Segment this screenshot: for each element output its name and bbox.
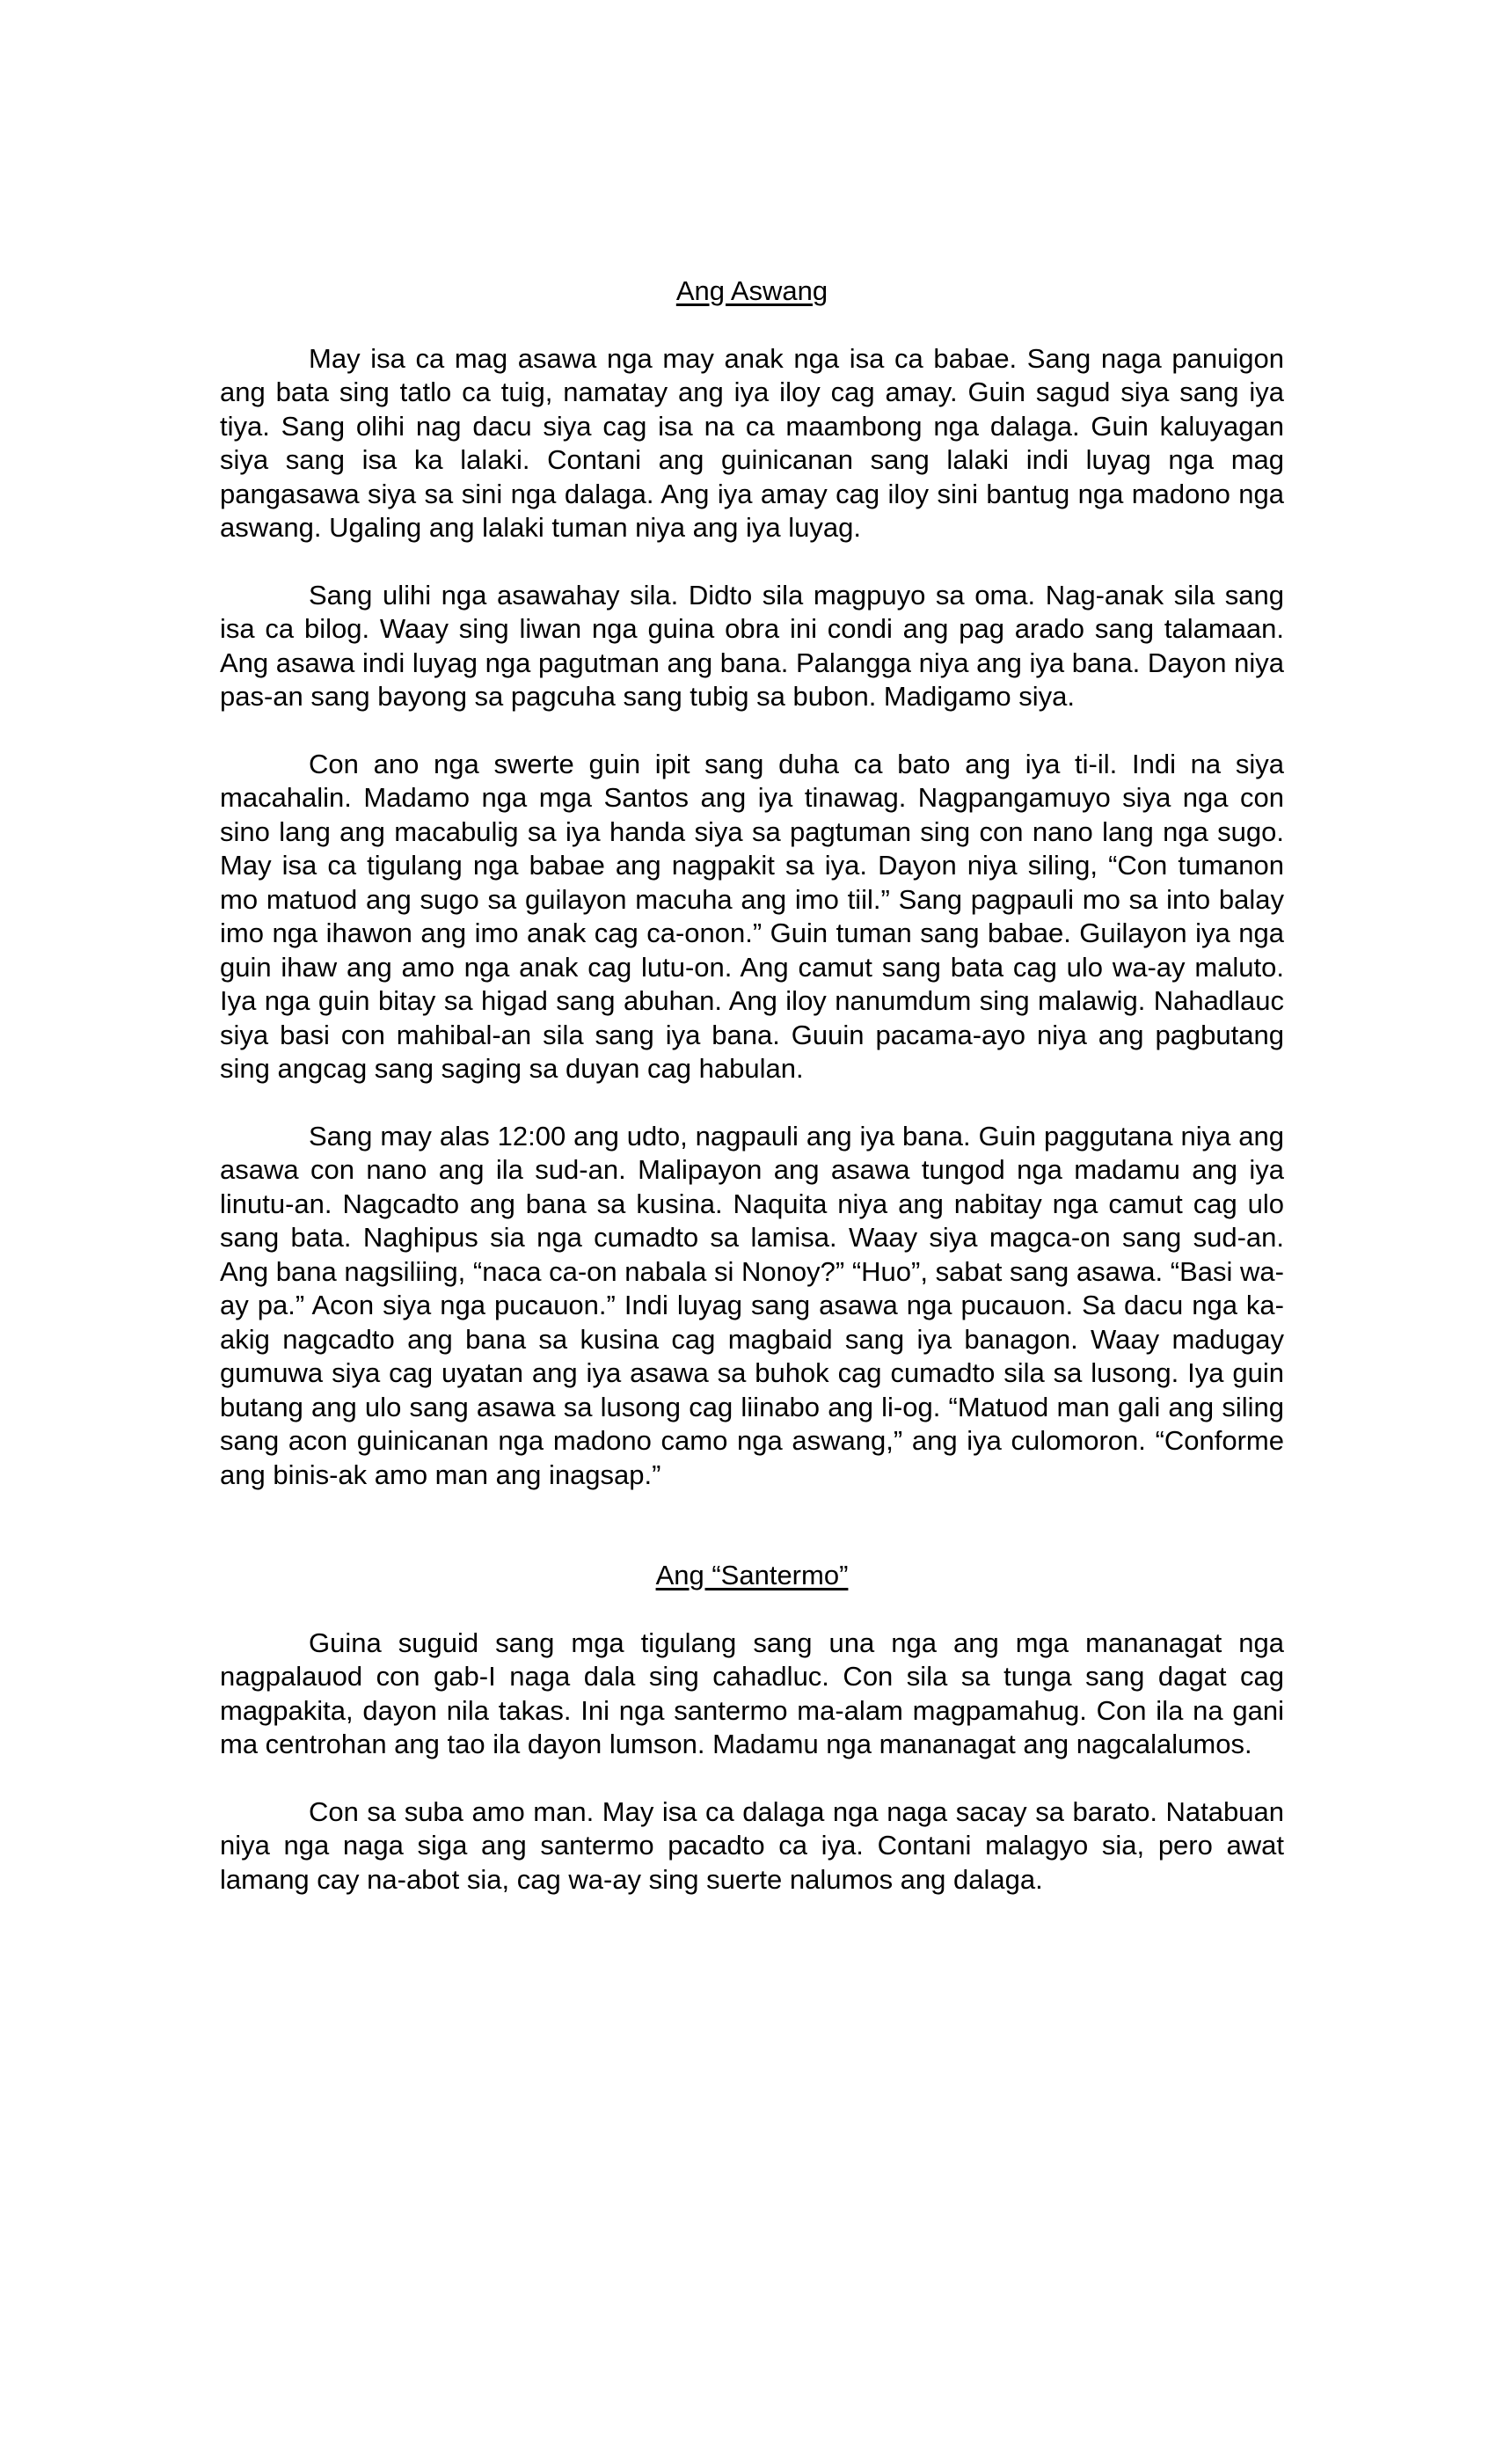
story-paragraph: Guina suguid sang mga tigulang sang una nga ang mga mananagat nga nagpalauod con gab-I naga dala sing cahadluc. Con sila sa tunga sang dagat cag magpakita, dayon nila takas. Ini nga santermo ma-alam magpamahug. Con ila na gani ma centrohan ang tao ila dayon lumson. Madamu nga mananagat ang nagcalalumos. <box>220 1627 1284 1759</box>
story-paragraph: Con sa suba amo man. May isa ca dalaga nga naga sacay sa barato. Natabuan niya nga naga siga ang santermo pacadto ca iya. Contani malagyo sia, pero awat lamang cay na-abot sia, cag wa-ay sing suerte nalumos ang dalaga. <box>220 1795 1284 1895</box>
story-paragraph: Sang may alas 12:00 ang udto, nagpauli ang iya bana. Guin paggutana niya ang asawa con nano ang ila sud-an. Malipayon ang asawa tungod nga madamu ang iya linutu-an. Nagcadto ang bana sa kusina. Naquita niya ang nabitay nga camut cag ulo sang bata. Naghipus sia nga cumadto sa lamisa. Waay siya magca-on sang sud-an. Ang bana nagsiliing, “naca ca-on nabala si Nonoy?” “Huo”, sabat sang asawa. “Basi wa-ay pa.” Acon siya nga pucauon.” Indi luyag sang asawa nga pucauon. Sa dacu nga ka-akig nagcadto ang bana sa kusina cag magbaid sang iya banagon. Waay madugay gumuwa siya cag uyatan ang iya asawa sa buhok cag cumadto sila sa lusong. Iya guin butang ang ulo sang asawa sa lusong cag liinabo ang li-og. “Matuod man gali ang siling sang acon guinicanan nga madono camo nga aswang,” ang iya culomoron. “Conforme ang binis-ak amo man ang inagsap.” <box>220 1120 1284 1490</box>
section-spacer <box>220 1525 1284 1559</box>
story-paragraph: Con ano nga swerte guin ipit sang duha ca bato ang iya ti-il. Indi na siya macahalin. Madamo nga mga Santos ang iya tinawag. Nagpangamuyo siya nga con sino lang ang macabulig sa iya handa siya sa pagtuman sing con nano lang nga sugo. May isa ca tigulang nga babae ang nagpakit sa iya. Dayon niya siling, “Con tumanon mo matuod ang sugo sa guilayon macuha ang imo tiil.” Sang pagpauli mo sa into balay imo nga ihawon ang imo anak cag ca-onon.” Guin tuman sang babae. Guilayon iya nga guin ihaw ang amo nga anak cag lutu-on. Ang camut sang bata cag ulo wa-ay maluto. Iya nga guin bitay sa higad sang abuhan. Ang iloy nanumdum sing malawig. Nahadlauc siya basi con mahibal-an sila sang iya bana. Guuin pacama-ayo niya ang pagbutang sing angcag sang saging sa duyan cag habulan. <box>220 748 1284 1084</box>
document-page <box>220 274 1284 1930</box>
story-santermo <box>220 1559 1284 1897</box>
story-paragraph: Sang ulihi nga asawahay sila. Didto sila magpuyo sa oma. Nag-anak sila sang isa ca bilog. Waay sing liwan nga guina obra ini condi ang pag arado sang talamaan. Ang asawa indi luyag nga pagutman ang bana. Palangga niya ang iya bana. Dayon niya pas-an sang bayong sa pagcuha sang tubig sa bubon. Madigamo siya. <box>220 579 1284 712</box>
story-title: Ang Aswang <box>675 275 828 306</box>
story-title: Ang “Santermo” <box>655 1560 849 1590</box>
story-aswang <box>220 274 1284 1492</box>
story-paragraph: May isa ca mag asawa nga may anak nga isa ca babae. Sang naga panuigon ang bata sing tatlo ca tuig, namatay ang iya iloy cag amay. Guin sagud siya sang iya tiya. Sang olihi nag dacu siya cag isa na ca maambong nga dalaga. Guin kaluyagan siya sang isa ka lalaki. Contani ang guinicanan sang lalaki indi luyag nga mag pangasawa siya sa sini nga dalaga. Ang iya amay cag iloy sini bantug nga madono nga aswang. Ugaling ang lalaki tuman niya ang iya luyag. <box>220 342 1284 543</box>
